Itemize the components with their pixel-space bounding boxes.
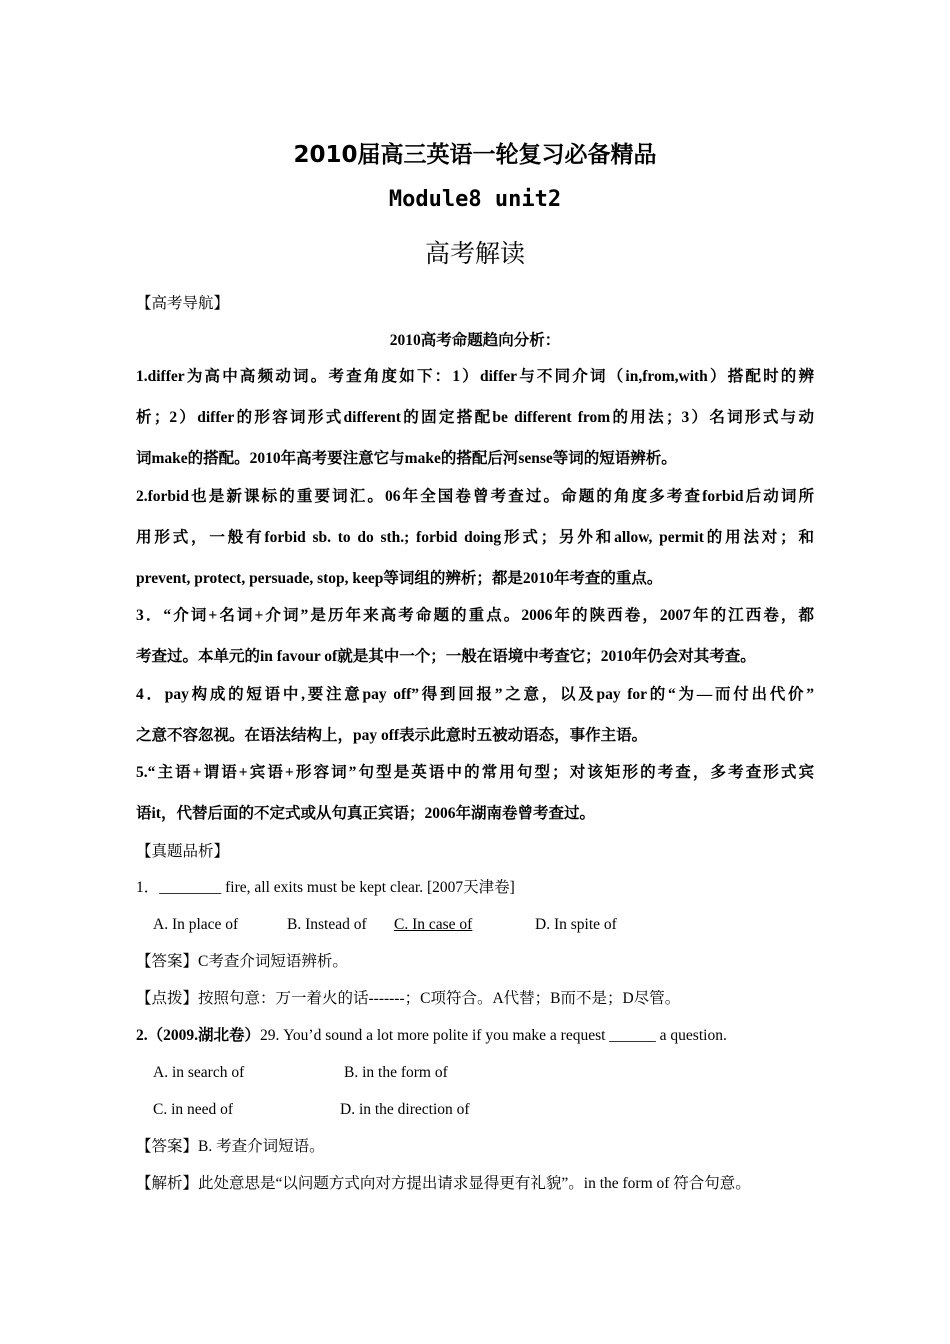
nav-line: 用形式，一般有forbid sb. to do sth.; forbid doing形式；另外和allow, permit的用法对；和 (136, 529, 814, 546)
q2-option-c: C. in need of (153, 1101, 234, 1118)
section-subtitle: 高考解读 (424, 239, 525, 268)
document-title: 2010届高三英语一轮复习必备精品 (293, 142, 657, 168)
nav-line: 语it，代替后面的不定式或从句真正宾语；2006年湖南卷曾考查过。 (136, 805, 595, 822)
q2-source: 2.（2009.湖北卷） (136, 1027, 261, 1044)
analysis-title: 2010高考命题趋向分析： (389, 332, 561, 349)
q1-option-a: A. In place of (153, 916, 239, 933)
q1-option-d: D. In spite of (535, 916, 617, 933)
q2-option-d: D. in the direction of (340, 1101, 470, 1118)
nav-line: 3．“介词+名词+介词”是历年来高考命题的重点。2006年的陕西卷，2007年的江西卷，都 (136, 607, 814, 624)
q1-option-c: C. In case of (394, 916, 473, 933)
q2-explain: 【解析】此处意思是“以问题方式向对方提出请求显得更有礼貌”。in the form of 符合句意。 (136, 1175, 751, 1192)
question-2-stem (136, 1026, 727, 1046)
q1-tip: 【点拨】按照句意：万一着火的话-------；C项符合。A代替；B而不是；D尽管。 (136, 990, 681, 1007)
q1-answer: 【答案】C考查介词短语辨析。 (136, 953, 348, 970)
nav-line: 之意不容忽视。在语法结构上，pay off表示此意时五被动语态，事作主语。 (136, 727, 648, 744)
nav-line: 5.“主语+谓语+宾语+形容词”句型是英语中的常用句型；对该矩形的考查，多考查形式宾 (136, 764, 814, 781)
nav-line: 2.forbid也是新课标的重要词汇。06年全国卷曾考查过。命题的角度多考查forbid后动词所 (136, 488, 814, 505)
q1-option-b: B. Instead of (287, 916, 367, 933)
question-1-stem: 1．________ fire, all exits must be kept clear. [2007天津卷] (136, 879, 515, 896)
nav-line: 4．pay构成的短语中,要注意pay off”得到回报”之意，以及pay for的“为—而付出代价” (136, 686, 814, 703)
nav-line: prevent, protect, persuade, stop, keep等词组的辨析；都是2010年考查的重点。 (136, 570, 663, 587)
nav-line: 1.differ为高中高频动词。考查角度如下：1）differ与不同介词（in,from,with）搭配时的辨 (136, 368, 814, 385)
q2-option-a: A. in search of (153, 1064, 245, 1081)
q2-text: 29. You’d sound a lot more polite if you make a request ______ a question. (260, 1027, 727, 1044)
practice-heading: 【真题品析】 (136, 843, 230, 860)
nav-line: 词make的搭配。2010年高考要注意它与make的搭配后河sense等词的短语辨析。 (136, 450, 677, 467)
nav-heading: 【高考导航】 (136, 295, 230, 312)
q2-option-b: B. in the form of (344, 1064, 448, 1081)
q2-answer: 【答案】B. 考查介词短语。 (136, 1138, 325, 1155)
module-title: Module8 unit2 (388, 187, 562, 212)
nav-line: 考查过。本单元的in favour of就是其中一个；一般在语境中考查它；2010年仍会对其考查。 (136, 648, 756, 665)
nav-line: 析；2）differ的形容词形式different的固定搭配be different from的用法；3）名词形式与动 (136, 409, 814, 426)
